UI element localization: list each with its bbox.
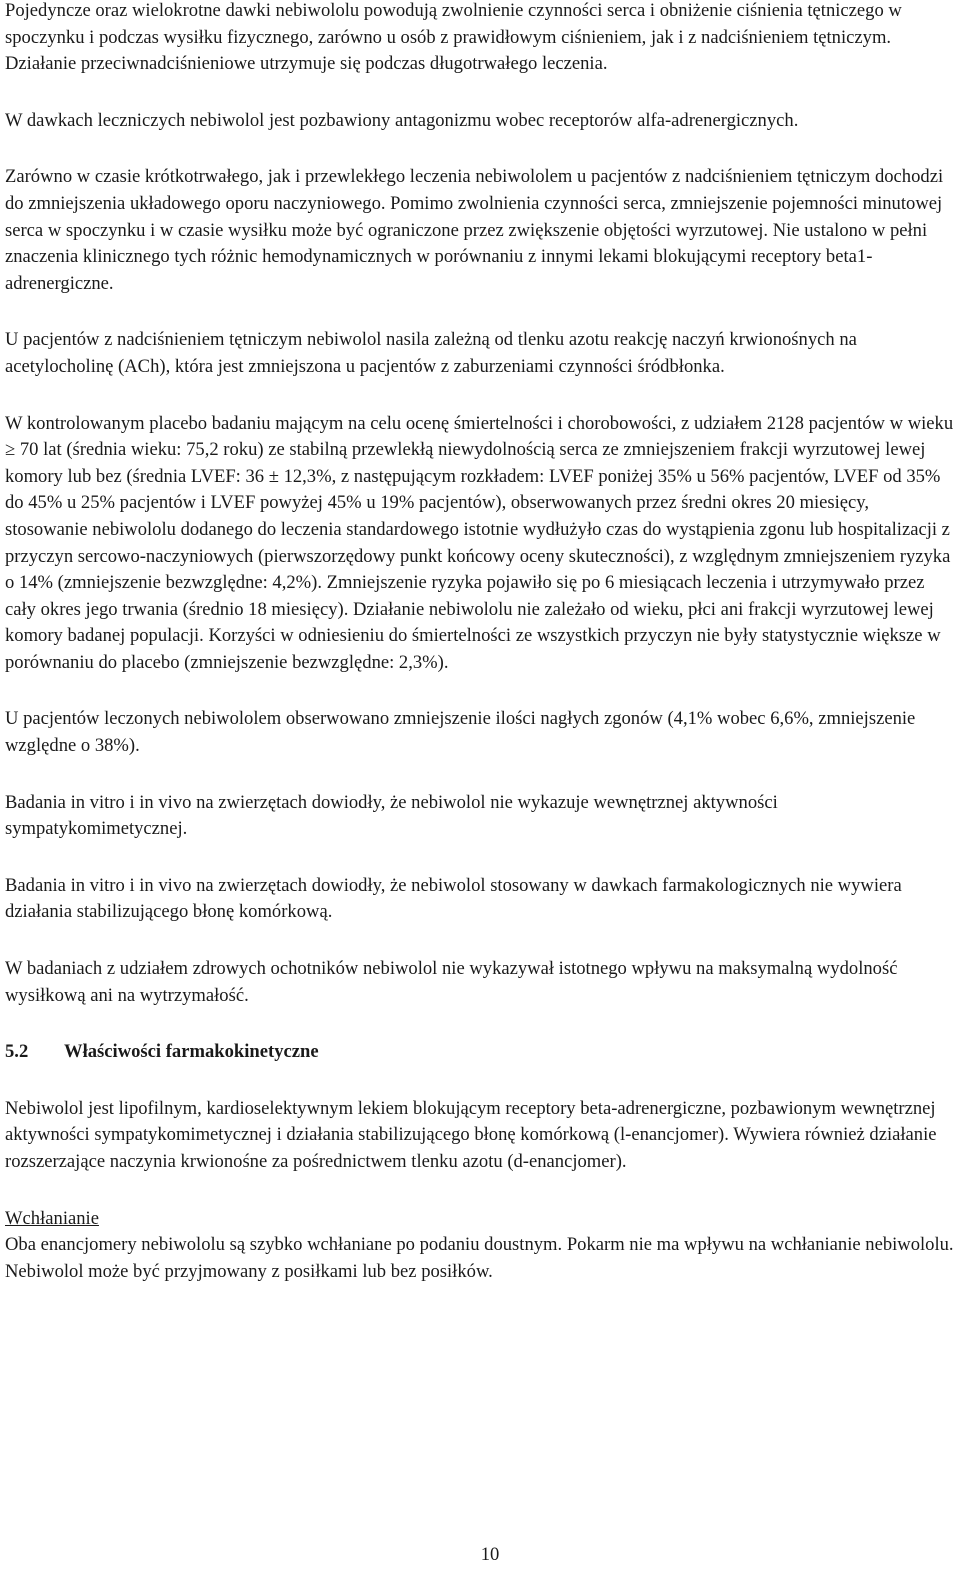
paragraph-vascular-resistance: Zarówno w czasie krótkotrwałego, jak i przewlekłego leczenia nebiwololem u pacjentów z nadciśnieniem tętniczym dochodzi do zmniejszenia układowego oporu naczyniowego. Pomimo zwolnienia czynności serca, zmniejszenie pojemności minutowej serca w spoczynku i w czasie wysiłku może być ograniczone przez zwiększenie objętości wyrzutowej. Nie ustalono w pełni znaczenia klinicznego tych różnic hemodynamicznych w porównaniu z innymi lekami blokującymi receptory beta1-adrenergiczne. [5, 166, 944, 294]
paragraph-sudden-deaths: U pacjentów leczonych nebiwololem obserwowano zmniejszenie ilości nagłych zgonów (4,1% wobec 6,6%, zmniejszenie względne o 38%). [5, 708, 916, 757]
section-heading [5, 1039, 955, 1066]
paragraph-membrane-stabilizing: Badania in vitro i in vivo na zwierzętach dowiodły, że nebiwolol stosowany w dawkach farmakologicznych nie wywiera działania stabilizującego błonę komórkową. [5, 874, 902, 923]
paragraph-hemodynamics: Pojedyncze oraz wielokrotne dawki nebiwololu powodują zwolnienie czynności serca i obniżenie ciśnienia tętniczego w spoczynku i podczas wysiłku fizycznego, zarówno u osób z prawidłowym ciśnieniem, jak i z nadciśnieniem tętniczym. Działanie przeciwnadciśnieniowe utrzymuje się podczas długotrwałego leczenia. [5, 0, 902, 75]
document-page [5, 0, 955, 1285]
paragraph-mortality-study: W kontrolowanym placebo badaniu mającym na celu ocenę śmiertelności i chorobowości, z udziałem 2128 pacjentów w wieku ≥ 70 lat (średnia wieku: 75,2 roku) ze stabilną przewlekłą niewydolnością serca ze zmniejszeniem frakcji wyrzutowej lewej komory lub bez (średnia LVEF: 36 ± 12,3%, z następującym rozkładem: LVEF poniżej 35% u 56% pacjentów, LVEF od 35% do 45% u 25% pacjentów i LVEF powyżej 45% u 19% pacjentów), obserwowanych przez średni okres 20 miesięcy, stosowanie nebiwololu dodanego do leczenia standardowego istotnie wydłużyło czas do wystąpienia zgonu lub hospitalizacji z przyczyn sercowo-naczyniowych (pierwszorzędowy punkt końcowy oceny skuteczności), z względnym zmniejszeniem ryzyka o 14% (zmniejszenie bezwzględne: 4,2%). Zmniejszenie ryzyka pojawiło się po 6 miesiącach leczenia i utrzymywało przez cały okres jego trwania (średnio 18 miesięcy). Działanie nebiwololu nie zależało od wieku, płci ani frakcji wyrzutowej lewej komory badanej populacji. Korzyści w odniesieniu do śmiertelności ze wszystkich przyczyn nie były statystycznie większe w porównaniu do placebo (zmniejszenie bezwzględne: 2,3%). [5, 412, 954, 673]
paragraph-exercise-capacity: W badaniach z udziałem zdrowych ochotników nebiwolol nie wykazywał istotnego wpływu na maksymalną wydolność wysiłkową ani na wytrzymałość. [5, 958, 898, 1006]
paragraph-nitric-oxide: U pacjentów z nadciśnieniem tętniczym nebiwolol nasila zależną od tlenku azotu reakcję naczyń krwionośnych na acetylocholinę (ACh), która jest zmniejszona u pacjentów z zaburzeniami czynności śródbłonka. [5, 329, 857, 377]
paragraph-pharmacokinetics-intro: Nebiwolol jest lipofilnym, kardioselektywnym lekiem blokującym receptory beta-adrenergiczne, pozbawionym wewnętrznej aktywności sympatykomimetycznej i działania stabilizującego błonę komórkową (l-enancjomer). Wywiera również działanie rozszerzające naczynia krwionośne za pośrednictwem tlenku azotu (d-enancjomer). [5, 1097, 937, 1172]
paragraph-sympathomimetic: Badania in vitro i in vivo na zwierzętach dowiodły, że nebiwolol nie wykazuje wewnętrznej aktywności sympatykomimetycznej. [5, 791, 778, 840]
section-title: Właściwości farmakokinetyczne [64, 1041, 319, 1063]
paragraph-alpha-receptors: W dawkach leczniczych nebiwolol jest pozbawiony antagonizmu wobec receptorów alfa-adrenergicznych. [5, 109, 799, 131]
subsection-heading-absorption: Wchłanianie [5, 1207, 99, 1229]
paragraph-absorption: Oba enancjomery nebiwololu są szybko wchłaniane po podaniu doustnym. Pokarm nie ma wpływu na wchłanianie nebiwololu. Nebiwolol może być przyjmowany z posiłkami lub bez posiłków. [5, 1234, 954, 1282]
page-number: 10 [480, 1544, 500, 1565]
section-number: 5.2 [5, 1041, 29, 1063]
